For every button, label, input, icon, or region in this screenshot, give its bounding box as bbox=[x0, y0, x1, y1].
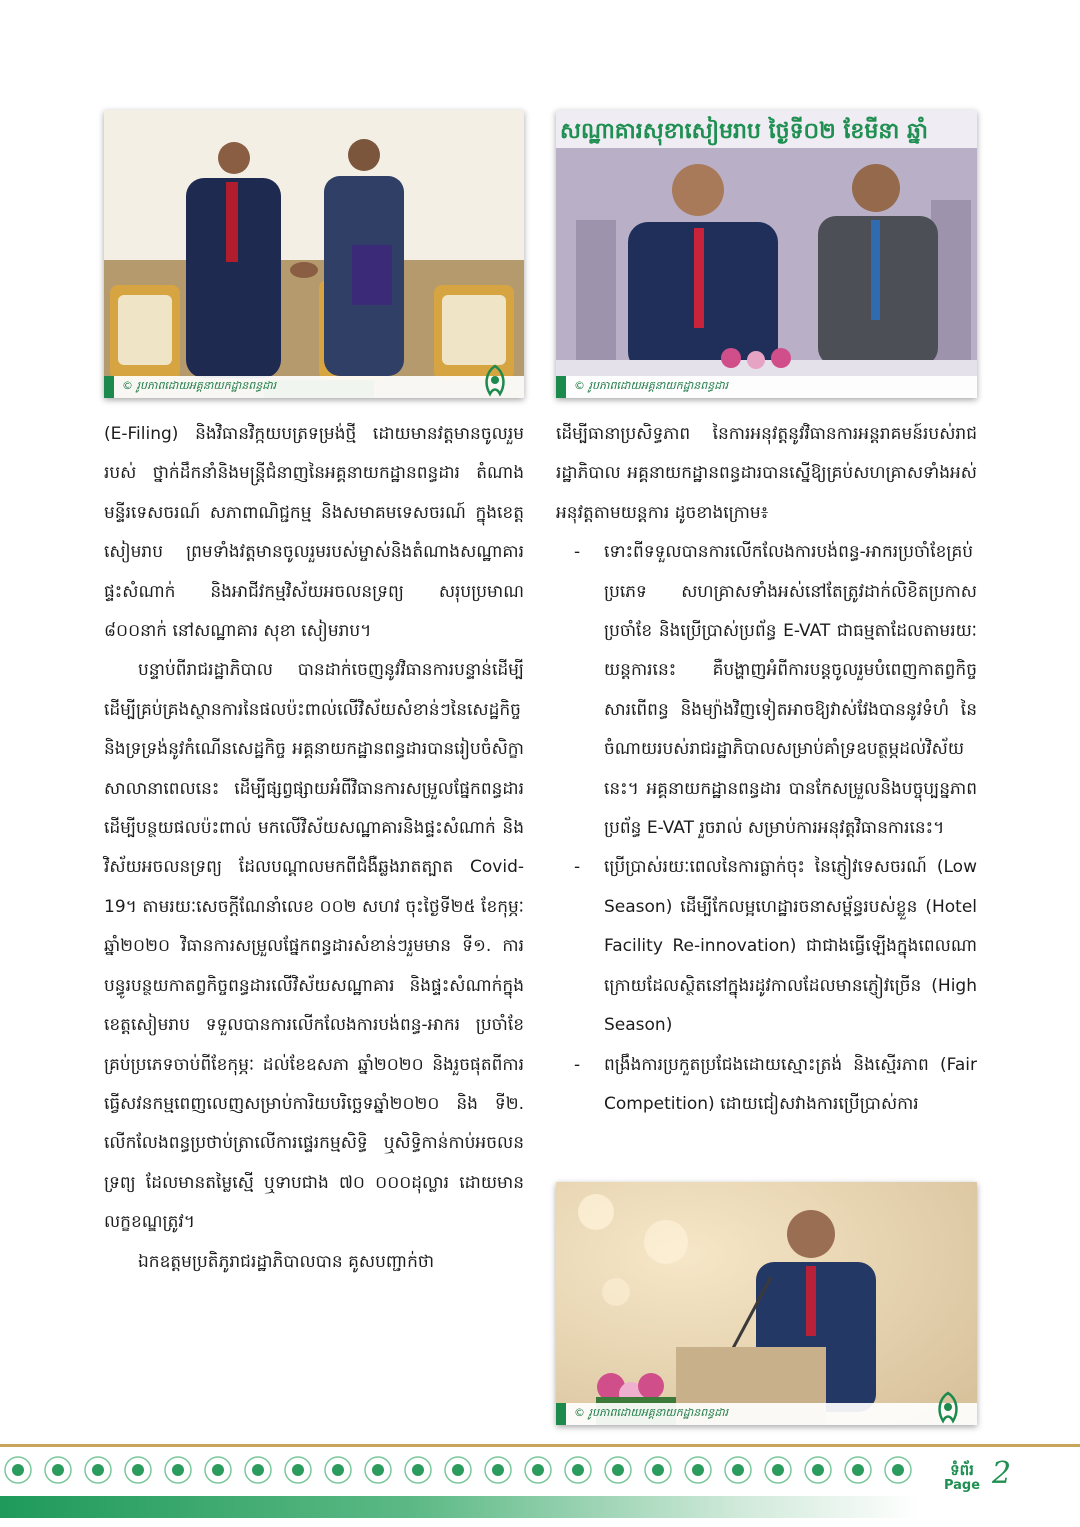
photo-caption-bar bbox=[104, 376, 524, 398]
list-item bbox=[556, 533, 977, 848]
photo-caption: © រូបភាពដោយអគ្គនាយកដ្ឋានពន្ធដារ bbox=[122, 379, 277, 392]
paragraph: (E-Filing) និងវិធានវិក្កយបត្រទម្រង់ថ្មី ដោយមានវត្តមានចូលរួមរបស់ ថ្នាក់ដឹកនាំនិងមន្ត្រីជំនាញនៃអគ្គនាយកដ្ឋានពន្ធដារ តំណាងមន្ទីរទេសចរណ៍ សភាពាណិជ្ជកម្ម និងសមាគមទេសចរណ៍ ក្នុងខេត្តសៀមរាប ព្រមទាំងវត្តមានចូលរួមរបស់ម្ចាស់និងតំណាងសណ្ឋាគារ ផ្ទះសំណាក់ និងអាជីវកម្មវិស័យអចលនទ្រព្យ សរុបប្រមាណ ៨០០នាក់ នៅសណ្ឋាគារ សុខា សៀមរាប។ bbox=[104, 424, 524, 642]
photo-caption: © រូបភាពដោយអគ្គនាយកដ្ឋានពន្ធដារ bbox=[574, 379, 729, 392]
dash-bullet-icon: - bbox=[574, 857, 581, 878]
list-item-text: ប្រើប្រាស់រយៈពេលនៃការធ្លាក់ចុះ នៃភ្ញៀវទេសចរណ៍ (Low Season) ដើម្បីកែលម្អហេដ្ឋារចនាសម្ព័ន្ធរបស់ខ្លួន (Hotel Facility Re-innovation) ជាជាងធ្វើឡើងក្នុងពេលណា ក្រោយដែលស្ថិតនៅក្នុងរដូវកាលដែលមានភ្ញៀវច្រើន (High Season) bbox=[604, 857, 977, 1036]
list-item-text: ពង្រឹងការប្រកួតប្រជែងដោយស្មោះត្រង់ និងស្មើរភាព (Fair Competition) ដោយជៀសវាងការប្រើប្រាស់ការ bbox=[604, 1054, 977, 1114]
left-text-column bbox=[104, 415, 524, 1282]
tax-department-logo-icon bbox=[480, 364, 510, 398]
handshake-scene bbox=[104, 110, 524, 398]
dash-bullet-icon: - bbox=[574, 542, 581, 563]
banner-text: សណ្ឋាគារសុខាសៀមរាប ថ្ងៃទី០២ ខែមីនា ឆ្នាំ bbox=[560, 119, 928, 144]
right-text-column bbox=[556, 415, 977, 1124]
page-number: 2 bbox=[992, 1456, 1012, 1491]
page-label bbox=[932, 1462, 992, 1494]
footer-divider bbox=[0, 1444, 1080, 1447]
photo-caption-bar bbox=[556, 1403, 977, 1425]
photo-handshake bbox=[104, 110, 524, 398]
paragraph: ដើម្បីធានាប្រសិទ្ធភាព នៃការអនុវត្តនូវវិធានការអន្តរាគមន៍របស់រាជរដ្ឋាភិបាល អគ្គនាយកដ្ឋានពន្ធដារបានស្នើឱ្យគ្រប់សហគ្រាសទាំងអស់អនុវត្តតាមយន្តការ ដូចខាងក្រោម៖ bbox=[556, 424, 977, 523]
paragraph: ឯកឧត្តមប្រតិភូរាជរដ្ឋាភិបាលបាន គូសបញ្ជាក់ថា bbox=[138, 1251, 435, 1272]
paragraph: បន្ទាប់ពីរាជរដ្ឋាភិបាល បានដាក់ចេញនូវវិធានការបន្ទាន់ដើម្បី ដើម្បីគ្រប់គ្រងស្ថានការនៃផលប៉ះពាល់លើវិស័យសំខាន់ៗនៃសេដ្ឋកិច្ច និងទ្រទ្រង់នូវកំណើនសេដ្ឋកិច្ច អគ្គនាយកដ្ឋានពន្ធដារបានរៀបចំសិក្ខាសាលានាពេលនេះ ដើម្បីផ្សព្វផ្សាយអំពីវិធានការសម្រួលផ្នែកពន្ធដារ ដើម្បីបន្ថយផលប៉ះពាល់ មកលើវិស័យសណ្ឋាគារនិងផ្ទះសំណាក់ និងវិស័យអចលនទ្រព្យ ដែលបណ្តាលមកពីជំងឺឆ្លងរាតត្បាត Covid-19។ តាមរយៈសេចក្តីណែនាំលេខ ០០២ សហវ ចុះថ្ងៃទី២៥ ខែកុម្ភៈ ឆ្នាំ២០២០ វិធានការសម្រួលផ្នែកពន្ធដារសំខាន់ៗរួមមាន ទី១. ការបន្ធូរបន្ថយកាតព្វកិច្ចពន្ធដារលើវិស័យសណ្ឋាគារ និងផ្ទះសំណាក់ក្នុងខេត្តសៀមរាប ទទួលបានការលើកលែងការបង់ពន្ធ-អាករ ប្រចាំខែគ្រប់ប្រភេទចាប់ពីខែកុម្ភៈ ដល់ខែឧសភា ឆ្នាំ២០២០ និងរួចផុតពីការធ្វើសវនកម្មពេញលេញសម្រាប់ការិយបរិច្ឆេទឆ្នាំ២០២០ និង ទី២. លើកលែងពន្ធប្រថាប់ត្រាលើការផ្ទេរកម្មសិទ្ធិ ឬសិទ្ធិកាន់កាប់អចលនទ្រព្យ ដែលមានតម្លៃស្មើ ឬទាបជាង ៧០ ០០០ដុល្លារ ដោយមានលក្ខខណ្ឌត្រូវ។ bbox=[104, 660, 524, 1233]
page-label-english: Page bbox=[943, 1478, 981, 1493]
page-label-khmer: ទំព័រ bbox=[950, 1461, 974, 1479]
photo-caption-bar bbox=[556, 376, 977, 398]
dash-bullet-icon: - bbox=[574, 1054, 581, 1075]
list-item bbox=[556, 848, 977, 1045]
speaker-scene bbox=[556, 1182, 977, 1425]
bullet-list bbox=[556, 533, 977, 1124]
photo-officials-seated bbox=[556, 110, 977, 398]
list-item bbox=[556, 1046, 977, 1125]
footer-ornament-pattern-icon bbox=[0, 1452, 920, 1488]
seated-officials-scene bbox=[556, 110, 977, 398]
tax-department-logo-icon bbox=[933, 1391, 963, 1425]
photo-speaker-podium bbox=[556, 1182, 977, 1425]
list-item-text: ទោះពីទទួលបានការលើកលែងការបង់ពន្ធ-អាករប្រចាំខែគ្រប់ប្រភេទ សហគ្រាសទាំងអស់នៅតែត្រូវដាក់លិខិតប្រកាសប្រចាំខែ និងប្រើប្រាស់ប្រព័ន្ធ E-VAT ជាធម្មតាដែលតាមរយៈយន្តការនេះ គឺបង្ហាញអំពីការបន្តចូលរួមបំពេញកាតព្វកិច្ចសារពើពន្ធ និងម្យ៉ាងវិញទៀតអាចឱ្យវាស់វែងបាននូវទំហំ នៃចំណាយរបស់រាជរដ្ឋាភិបាលសម្រាប់គាំទ្រឧបត្ថម្ភដល់វិស័យនេះ។ អគ្គនាយកដ្ឋានពន្ធដារ បានកែសម្រួលនិងបច្ចុប្បន្នភាពប្រព័ន្ធ E-VAT រួចរាល់ សម្រាប់ការអនុវត្តវិធានការនេះ។ bbox=[604, 542, 977, 839]
photo-caption: © រូបភាពដោយអគ្គនាយកដ្ឋានពន្ធដារ bbox=[574, 1406, 729, 1419]
footer-gradient-bar bbox=[0, 1496, 920, 1518]
